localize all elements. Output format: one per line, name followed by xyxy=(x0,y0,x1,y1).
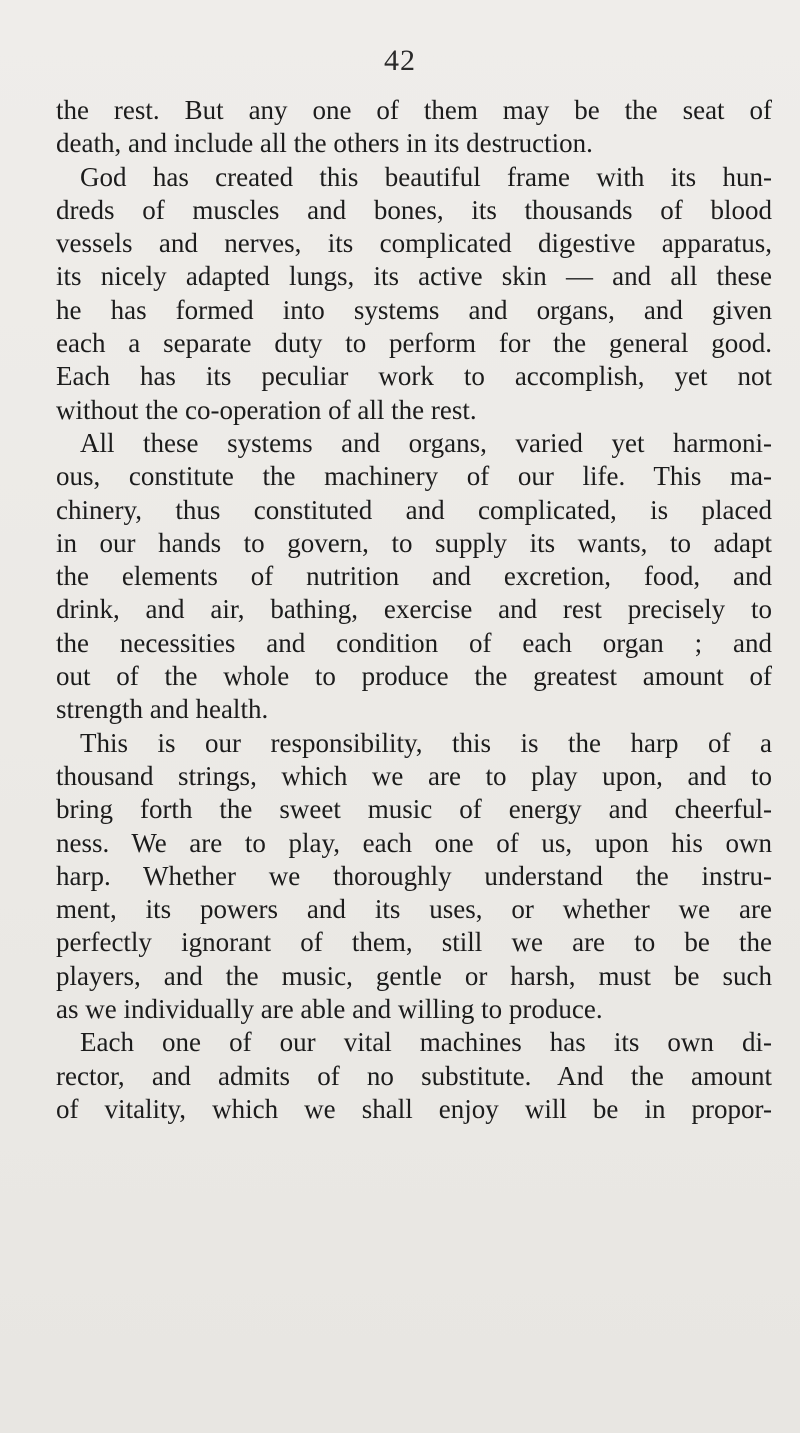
text-line: Each one of our vital machines has its own di- xyxy=(80,1027,772,1058)
text-line: God has created this beautiful frame with its hun- xyxy=(80,161,772,192)
text-line: perfectly ignorant of them, still we are to be the xyxy=(56,927,772,958)
text-line: death, and include all the others in its destruction. xyxy=(56,128,593,159)
text-line: dreds of muscles and bones, its thousands of blood xyxy=(56,194,772,225)
page-number: 42 xyxy=(384,44,416,77)
text-line: harp. Whether we thoroughly understand the instru- xyxy=(56,860,772,891)
text-line: the elements of nutrition and excretion, food, and xyxy=(56,561,772,592)
text-line: chinery, thus constituted and complicated, is placed xyxy=(56,494,772,525)
text-line: vessels and nerves, its complicated digestive apparatus, xyxy=(56,228,772,259)
text-line: bring forth the sweet music of energy and cheerful- xyxy=(56,794,772,825)
text-line: each a separate duty to perform for the general good. xyxy=(56,328,772,359)
text-line: out of the whole to produce the greatest amount of xyxy=(56,661,772,692)
text-line: strength and health. xyxy=(56,694,269,725)
text-line: Each has its peculiar work to accomplish, yet not xyxy=(56,361,772,392)
body-text xyxy=(56,94,772,1126)
text-line: drink, and air, bathing, exercise and rest precisely to xyxy=(56,594,772,625)
text-line: players, and the music, gentle or harsh, must be such xyxy=(56,960,772,991)
text-line: without the co-operation of all the rest. xyxy=(56,394,477,425)
text-line: rector, and admits of no substitute. And the amount xyxy=(56,1060,772,1091)
text-line: the rest. But any one of them may be the seat of xyxy=(56,95,772,125)
text-line: its nicely adapted lungs, its active skin — and all these xyxy=(56,261,772,292)
text-line: the necessities and condition of each organ ; and xyxy=(56,627,772,658)
text-line: of vitality, which we shall enjoy will be in propor- xyxy=(56,1093,772,1124)
text-line: he has formed into systems and organs, and given xyxy=(56,294,772,325)
text-line: ness. We are to play, each one of us, upon his own xyxy=(56,827,772,858)
text-line: This is our responsibility, this is the harp of a xyxy=(80,727,772,758)
text-line: thousand strings, which we are to play upon, and to xyxy=(56,760,772,791)
text-line: in our hands to govern, to supply its wants, to adapt xyxy=(56,527,772,558)
text-line: All these systems and organs, varied yet harmoni- xyxy=(80,427,772,458)
text-line: as we individually are able and willing to produce. xyxy=(56,994,603,1025)
text-line: ment, its powers and its uses, or whether we are xyxy=(56,894,772,925)
text-line: ous, constitute the machinery of our life. This ma- xyxy=(56,461,772,492)
